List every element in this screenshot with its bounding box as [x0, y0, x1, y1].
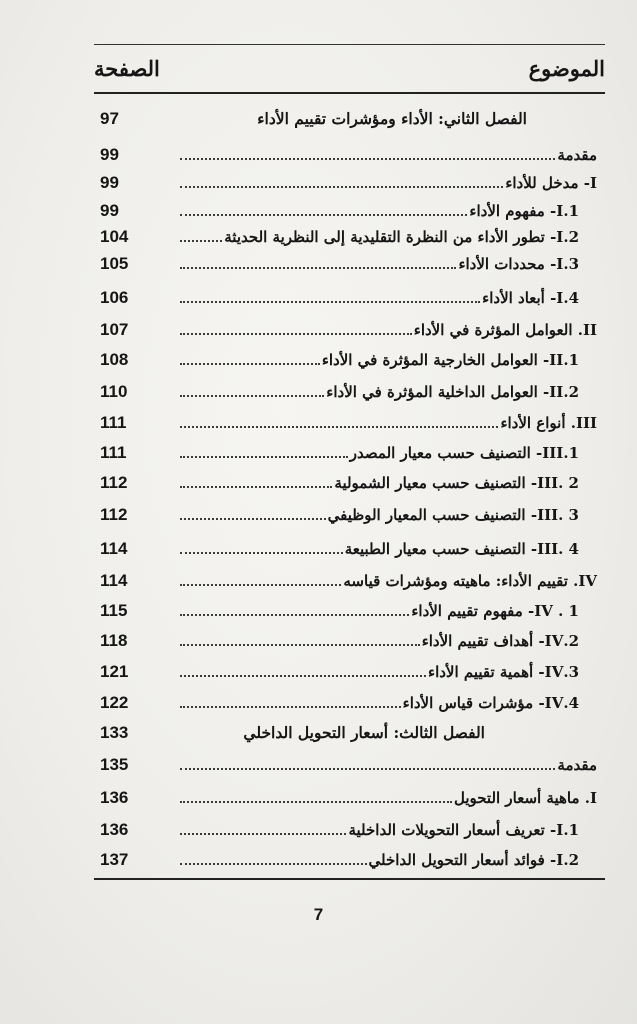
toc-entry-row — [100, 691, 597, 715]
topic-column-heading: الموضوع — [528, 56, 605, 81]
toc-page-number: 136 — [100, 788, 129, 807]
toc-entry-row — [100, 503, 597, 527]
toc-entry-row — [100, 380, 597, 404]
dot-leader — [180, 614, 409, 616]
toc-entry-row — [100, 143, 597, 167]
toc-entry — [180, 753, 597, 777]
dot-leader — [180, 456, 348, 458]
toc-page-number: 112 — [100, 505, 128, 524]
dot-leader — [180, 158, 555, 160]
toc-entry-row — [100, 660, 597, 684]
page-column-heading: الصفحة — [94, 56, 160, 81]
toc-entry-row — [100, 199, 597, 223]
toc-entry-title: III. أنواع الأداء — [500, 414, 597, 432]
toc-entry-title: 1.I- تعريف أسعار التحويلات الداخلية — [348, 821, 579, 839]
toc-entry-row — [100, 225, 597, 249]
toc-entry-row — [100, 629, 597, 653]
toc-header — [94, 56, 605, 90]
toc-entry-row — [100, 569, 597, 593]
toc-entry — [180, 171, 597, 195]
toc-page-number: 136 — [100, 820, 129, 839]
dot-leader — [180, 833, 346, 835]
toc-entry — [180, 599, 579, 623]
toc-entry — [180, 721, 485, 745]
toc-entry-row — [100, 441, 597, 465]
toc-entry-title: I. ماهية أسعار التحويل — [453, 789, 597, 807]
dot-leader — [180, 486, 332, 488]
toc-entry-title: 2.I- فوائد أسعار التحويل الداخلي — [368, 851, 579, 869]
toc-entry-row — [100, 599, 597, 623]
toc-entry — [180, 691, 579, 715]
toc-page-number: 99 — [100, 145, 119, 164]
header-rule — [94, 92, 605, 94]
toc-entry-row — [100, 286, 597, 310]
toc-entry — [180, 286, 579, 310]
toc-page-number: 133 — [100, 723, 129, 742]
toc-entry-row — [100, 786, 597, 810]
toc-entry — [180, 569, 597, 593]
toc-entry-row — [100, 848, 597, 872]
toc-entry — [180, 503, 579, 527]
toc-page-number: 97 — [100, 109, 119, 128]
toc-page-number: 108 — [100, 350, 129, 369]
dot-leader — [180, 584, 341, 586]
toc-entry-title: مقدمة — [557, 756, 597, 774]
dot-leader — [180, 644, 420, 646]
toc-page-number: 99 — [100, 201, 119, 220]
toc-page-number: 106 — [100, 288, 129, 307]
toc-entry — [180, 318, 597, 342]
bottom-rule — [94, 878, 605, 880]
dot-leader — [180, 518, 326, 520]
toc-entry-row — [100, 171, 597, 195]
toc-entry — [180, 537, 579, 561]
toc-page-number: 105 — [100, 254, 129, 273]
toc-entry-title: 1.I- مفهوم الأداء — [469, 202, 579, 220]
dot-leader — [180, 706, 401, 708]
toc-entry-row — [100, 471, 597, 495]
toc-entry-title: الفصل الثاني: الأداء ومؤشرات تقييم الأداء — [257, 109, 527, 128]
toc-entry-title: 2.IV- أهداف تقييم الأداء — [421, 632, 579, 650]
dot-leader — [180, 240, 222, 242]
toc-page-number: 115 — [100, 601, 128, 620]
toc-entry — [180, 199, 579, 223]
toc-chapter-row — [100, 107, 597, 131]
toc-entry-row — [100, 753, 597, 777]
toc-entry-title: 2.II- العوامل الداخلية المؤثرة في الأداء — [326, 383, 579, 401]
toc-entry-title: 4.I- أبعاد الأداء — [482, 289, 579, 307]
toc-page-number: 114 — [100, 539, 128, 558]
toc-entry-title: 1.III- التصنيف حسب معيار المصدر — [349, 444, 579, 462]
toc-page-number: 112 — [100, 473, 128, 492]
dot-leader — [180, 363, 320, 365]
toc-entry-row — [100, 252, 597, 276]
dot-leader — [180, 186, 503, 188]
toc-page-number: 99 — [100, 173, 119, 192]
page-number: 7 — [313, 905, 324, 924]
toc-page-number: 137 — [100, 850, 129, 869]
toc-entry-title: III. 3- التصنيف حسب المعيار الوظيفي — [327, 506, 579, 524]
toc-entry — [180, 107, 527, 131]
toc-page-number: 107 — [100, 320, 129, 339]
toc-entry-row — [100, 537, 597, 561]
toc-entry — [180, 660, 579, 684]
toc-entry — [180, 225, 579, 249]
toc-entry — [180, 252, 579, 276]
toc-page-number: 118 — [100, 631, 128, 650]
toc-entry — [180, 143, 597, 167]
toc-entry — [180, 411, 597, 435]
toc-page-number: 114 — [100, 571, 128, 590]
dot-leader — [180, 801, 452, 803]
toc-entry-row — [100, 411, 597, 435]
toc-page-number: 111 — [100, 413, 127, 432]
dot-leader — [180, 426, 498, 428]
dot-leader — [180, 395, 324, 397]
toc-entry-row — [100, 348, 597, 372]
toc-entry — [180, 786, 597, 810]
toc-page-number: 122 — [100, 693, 129, 712]
dot-leader — [180, 675, 426, 677]
toc-entry — [180, 441, 579, 465]
dot-leader — [180, 768, 555, 770]
dot-leader — [180, 552, 343, 554]
toc-entry-title: 4.IV- مؤشرات قياس الأداء — [402, 694, 579, 712]
dot-leader — [180, 333, 412, 335]
toc-entry-row — [100, 818, 597, 842]
toc-entry-title: 1.II- العوامل الخارجية المؤثرة في الأداء — [321, 351, 579, 369]
toc-entry-title: II. العوامل المؤثرة في الأداء — [413, 321, 597, 339]
toc-entry — [180, 348, 579, 372]
top-rule — [94, 44, 605, 45]
toc-chapter-row — [100, 721, 597, 745]
toc-page-number: 121 — [100, 662, 129, 681]
toc-entry-title: 3.I- محددات الأداء — [458, 255, 579, 273]
toc-entry-title: IV . 1- مفهوم تقييم الأداء — [411, 602, 579, 620]
toc-entry — [180, 629, 579, 653]
toc-entry-title: IV. تقييم الأداء: ماهيته ومؤشرات قياسه — [343, 572, 597, 590]
toc-entry-title: الفصل الثالث: أسعار التحويل الداخلي — [243, 723, 485, 742]
toc-entry — [180, 848, 579, 872]
toc-entry-title: I- مدخل للأداء — [505, 174, 597, 192]
toc-page-number: 111 — [100, 443, 127, 462]
toc-entry — [180, 471, 579, 495]
toc-entry-title: مقدمة — [557, 146, 597, 164]
toc-entry — [180, 818, 579, 842]
toc-page-number: 104 — [100, 227, 129, 246]
toc-page-number: 135 — [100, 755, 129, 774]
dot-leader — [180, 301, 480, 303]
toc-entry-row — [100, 318, 597, 342]
toc-entry-title: 3.IV- أهمية تقييم الأداء — [428, 663, 579, 681]
dot-leader — [180, 267, 456, 269]
toc-page-number: 110 — [100, 382, 128, 401]
toc-entry-title: III. 2- التصنيف حسب معيار الشمولية — [334, 474, 579, 492]
toc-entry — [180, 380, 579, 404]
toc-entry-title: 2.I- تطور الأداء من النظرة التقليدية إلى النظرية الحديثة — [224, 228, 579, 246]
dot-leader — [180, 214, 467, 216]
dot-leader — [180, 863, 367, 865]
toc-entry-title: III. 4- التصنيف حسب معيار الطبيعة — [344, 540, 579, 558]
